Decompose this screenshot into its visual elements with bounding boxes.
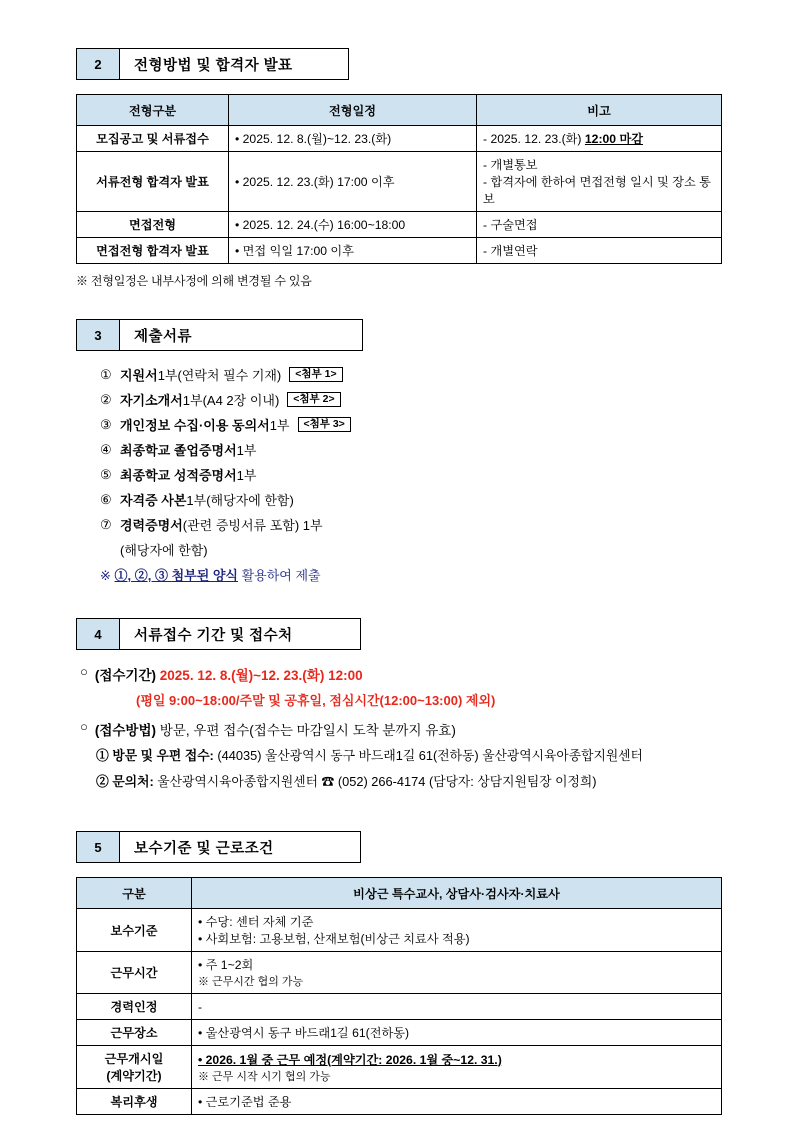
section-number-5: 5 xyxy=(76,831,120,863)
item-title: 최종학교 성적증명서 xyxy=(120,468,237,483)
content-line: • 주 1~2회 xyxy=(198,958,254,972)
section-title-2: 전형방법 및 합격자 발표 xyxy=(120,48,349,80)
attachment-tag: <첨부 1> xyxy=(289,367,342,383)
cell-category: 면접전형 xyxy=(77,212,229,238)
item-title: 자기소개서 xyxy=(120,393,183,408)
cell-remark xyxy=(477,152,722,212)
remark-line: - 합격자에 한하여 면접전형 일시 및 장소 통보 xyxy=(483,175,711,206)
circle-marker: ○ xyxy=(80,664,88,679)
reception-period-subnote: (평일 9:00~18:00/주말 및 공휴일, 점심시간(12:00~13:00) 제외) xyxy=(136,693,496,708)
list-item xyxy=(100,465,721,484)
table-row xyxy=(77,152,722,212)
cell-category: 모집공고 및 서류접수 xyxy=(77,126,229,152)
cell-category-line2: (계약기간) xyxy=(106,1069,162,1083)
cell-content: • 울산광역시 동구 바드래1길 61(전하동) xyxy=(192,1020,722,1046)
list-item xyxy=(100,415,721,434)
schedule-note: ※ 전형일정은 내부사정에 의해 변경될 수 있음 xyxy=(76,274,312,288)
table-row xyxy=(77,909,722,952)
reception-address-line xyxy=(96,745,721,764)
cell-schedule: • 2025. 12. 24.(수) 16:00~18:00 xyxy=(229,212,477,238)
content-subline: ※ 근무 시작 시기 협의 가능 xyxy=(198,1070,331,1083)
reception-period-value: 2025. 12. 8.(월)~12. 23.(화) 12:00 xyxy=(159,668,363,683)
submission-star-note xyxy=(100,565,721,584)
table-row xyxy=(77,952,722,994)
col-header-category: 전형구분 xyxy=(77,95,229,126)
item-number: ① xyxy=(100,366,112,382)
content-line-emphasis: • 2026. 1월 중 근무 예정(계약기간: 2026. 1월 중~12. 31.) xyxy=(198,1052,502,1067)
cell-category: 보수기준 xyxy=(77,909,192,952)
reception-address-label: ① 방문 및 우편 접수: xyxy=(96,748,214,763)
circle-marker: ○ xyxy=(80,719,88,734)
table-header-row xyxy=(77,878,722,909)
submission-sub-note: (해당자에 한함) xyxy=(120,543,208,558)
submission-documents-list xyxy=(100,365,721,534)
section-title-4: 서류접수 기간 및 접수처 xyxy=(120,618,361,650)
table-row xyxy=(77,126,722,152)
col-header-remark: 비고 xyxy=(477,95,722,126)
remark-line: - 개별통보 xyxy=(483,158,538,172)
table-row xyxy=(77,212,722,238)
section-header-4 xyxy=(76,618,721,650)
reception-method-row xyxy=(80,719,721,739)
selection-schedule-table xyxy=(76,94,722,264)
list-item xyxy=(100,490,721,509)
table-row xyxy=(77,238,722,264)
item-number: ⑤ xyxy=(100,466,112,482)
cell-category: 근무시간 xyxy=(77,952,192,994)
cell-schedule: • 2025. 12. 23.(화) 17:00 이후 xyxy=(229,152,477,212)
cell-schedule: • 2025. 12. 8.(월)~12. 23.(화) xyxy=(229,126,477,152)
reception-contact-line xyxy=(96,771,721,790)
table-row xyxy=(77,994,722,1020)
item-detail: 1부 xyxy=(269,418,290,433)
item-detail: 1부(A4 2장 이내) xyxy=(182,393,280,408)
spacer xyxy=(76,797,721,831)
cell-remark: - 개별연락 xyxy=(477,238,722,264)
star-mark: ※ xyxy=(100,568,115,583)
reception-contact-value: 울산광역시육아종합지원센터 ☎ (052) 266-4174 (담당자: 상담지원팀장 이정희) xyxy=(157,774,597,789)
col-header-role: 비상근 특수교사, 상담사·검사자·치료사 xyxy=(192,878,722,909)
table-row xyxy=(77,1020,722,1046)
cell-category-line1: 근무개시일 xyxy=(104,1052,164,1066)
item-detail: 1부 xyxy=(236,468,257,483)
cell-content xyxy=(192,952,722,994)
cell-content: - xyxy=(192,994,722,1020)
cell-content: • 근로기준법 준용 xyxy=(192,1089,722,1115)
content-line: • 사회보험: 고용보험, 산재보험(비상근 치료사 적용) xyxy=(198,932,470,946)
list-item xyxy=(100,440,721,459)
section-title-3: 제출서류 xyxy=(120,319,363,351)
item-number: ⑦ xyxy=(100,516,112,532)
content-line: • 수당: 센터 자체 기준 xyxy=(198,915,314,929)
section-header-2 xyxy=(76,48,721,80)
table-row xyxy=(77,1089,722,1115)
attachment-tag: <첨부 3> xyxy=(298,417,351,433)
cell-content xyxy=(192,1046,722,1089)
document-content xyxy=(76,48,721,1115)
list-item xyxy=(100,365,721,384)
reception-address-value: (44035) 울산광역시 동구 바드래1길 61(전하동) 울산광역시육아종합지원센터 xyxy=(217,748,643,763)
compensation-conditions-table xyxy=(76,877,722,1115)
cell-category xyxy=(77,1046,192,1089)
reception-contact-label: ② 문의처: xyxy=(96,774,154,789)
cell-content xyxy=(192,909,722,952)
section-number-3: 3 xyxy=(76,319,120,351)
table-row xyxy=(77,1046,722,1089)
remark-deadline: 12:00 마감 xyxy=(584,132,643,146)
star-rest: 활용하여 제출 xyxy=(237,568,321,583)
item-title: 최종학교 졸업증명서 xyxy=(120,443,237,458)
reception-method-label: (접수방법) xyxy=(94,723,157,738)
col-header-division: 구분 xyxy=(77,878,192,909)
item-detail: 1부(연락처 필수 기재) xyxy=(157,368,282,383)
item-number: ④ xyxy=(100,441,112,457)
cell-schedule: • 면접 익일 17:00 이후 xyxy=(229,238,477,264)
remark-text: - 2025. 12. 23.(화) xyxy=(483,132,585,146)
item-number: ⑥ xyxy=(100,491,112,507)
spacer xyxy=(76,584,721,618)
list-item xyxy=(100,390,721,409)
item-title: 경력증명서 xyxy=(120,518,183,533)
cell-category: 면접전형 합격자 발표 xyxy=(77,238,229,264)
reception-method-value: 방문, 우편 접수(접수는 마감일시 도착 분까지 유효) xyxy=(159,723,456,738)
table-header-row xyxy=(77,95,722,126)
cell-category: 복리후생 xyxy=(77,1089,192,1115)
item-detail: 1부 xyxy=(236,443,257,458)
section-header-5 xyxy=(76,831,721,863)
section-header-3 xyxy=(76,319,721,351)
content-subline: ※ 근무시간 협의 가능 xyxy=(198,976,304,988)
cell-category: 서류전형 합격자 발표 xyxy=(77,152,229,212)
section-number-4: 4 xyxy=(76,618,120,650)
cell-category: 근무장소 xyxy=(77,1020,192,1046)
reception-period-label: (접수기간) xyxy=(94,668,157,683)
item-detail: 1부(해당자에 한함) xyxy=(186,493,294,508)
item-number: ③ xyxy=(100,416,112,432)
star-form: 첨부된 양식 xyxy=(171,568,238,583)
cell-remark: - 구술면접 xyxy=(477,212,722,238)
item-number: ② xyxy=(100,391,112,407)
section-number-2: 2 xyxy=(76,48,120,80)
item-title: 지원서 xyxy=(120,368,158,383)
cell-category: 경력인정 xyxy=(77,994,192,1020)
item-title: 자격증 사본 xyxy=(120,493,187,508)
list-item xyxy=(100,515,721,534)
col-header-schedule: 전형일정 xyxy=(229,95,477,126)
item-detail: (관련 증빙서류 포함) 1부 xyxy=(182,518,323,533)
attachment-tag: <첨부 2> xyxy=(287,392,340,408)
item-title: 개인정보 수집·이용 동의서 xyxy=(120,418,270,433)
section-title-5: 보수기준 및 근로조건 xyxy=(120,831,361,863)
cell-remark xyxy=(477,126,722,152)
reception-period-row xyxy=(80,664,721,684)
star-items: ①, ②, ③ xyxy=(114,568,172,583)
